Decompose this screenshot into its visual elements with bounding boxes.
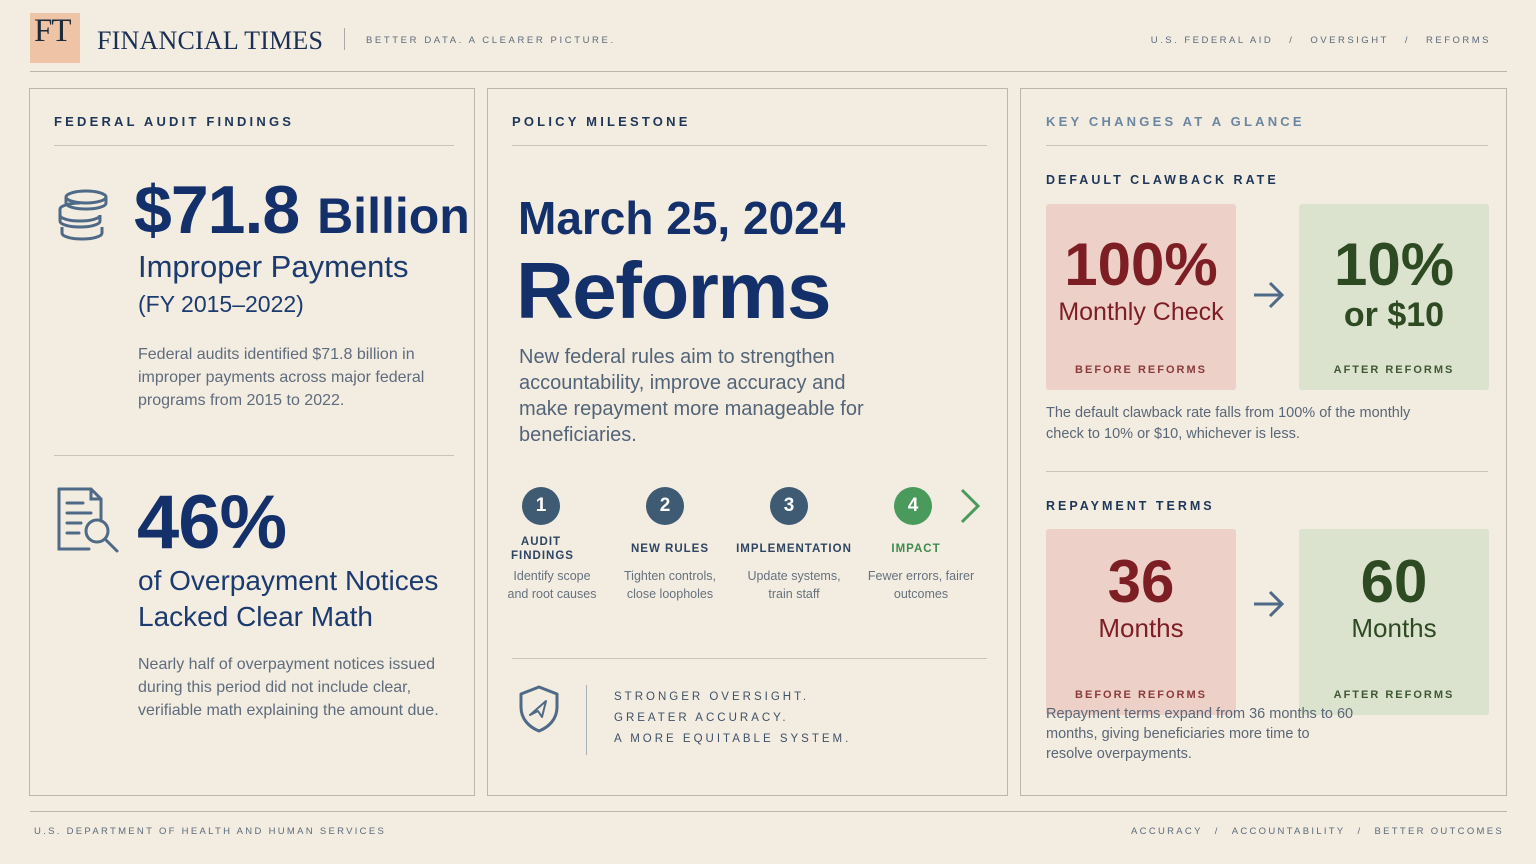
clawback-after-value: 10%	[1333, 231, 1455, 298]
clawback-before-caption: BEFORE REFORMS	[1075, 364, 1207, 376]
step-label: NEW RULES	[631, 543, 709, 555]
page-header	[30, 12, 1507, 72]
clawback-before-sub: Monthly Check	[1058, 298, 1224, 326]
coins-icon	[54, 187, 112, 243]
divider	[54, 455, 454, 456]
brand-name: FINANCIAL TIMES	[97, 26, 324, 55]
tagline: BETTER DATA. A CLEARER PICTURE.	[366, 35, 616, 46]
divider	[512, 658, 987, 659]
milestone-headline: Reforms	[516, 246, 831, 335]
breadcrumb: U.S. FEDERAL AID / OVERSIGHT / REFORMS	[1150, 35, 1491, 46]
step-description: Tighten controls, close loopholes	[624, 569, 716, 601]
footer-divider	[30, 811, 1507, 812]
policy-milestone-panel	[487, 88, 1008, 796]
step-number: 1	[535, 495, 547, 516]
motto-line: A MORE EQUITABLE SYSTEM.	[614, 733, 852, 745]
footer-value: BETTER OUTCOMES	[1374, 826, 1504, 837]
breadcrumb-item[interactable]: REFORMS	[1426, 35, 1491, 46]
breadcrumb-item[interactable]: U.S. FEDERAL AID	[1150, 35, 1274, 46]
panel-title: KEY CHANGES AT A GLANCE	[1046, 114, 1305, 129]
milestone-date: March 25, 2024	[518, 192, 846, 244]
repayment-after-value: 60	[1360, 548, 1428, 615]
step-label: IMPACT	[891, 543, 941, 555]
clawback-before-value: 100%	[1064, 231, 1218, 298]
step-description: Update systems, train staff	[747, 569, 841, 601]
audit-findings-panel	[29, 88, 475, 796]
reform-timeline	[488, 479, 1007, 609]
improper-payments-label: Improper Payments	[138, 249, 409, 284]
overpayment-notices-label: of Overpayment Notices Lacked Clear Math	[138, 565, 439, 632]
divider	[512, 145, 987, 146]
panel-title: FEDERAL AUDIT FINDINGS	[54, 114, 295, 129]
footer-agency: U.S. DEPARTMENT OF HEALTH AND HUMAN SERVICES	[34, 826, 387, 837]
arrow-right-icon	[1252, 280, 1286, 310]
key-changes-panel	[1020, 88, 1507, 796]
repayment-before-card	[1046, 529, 1236, 715]
clawback-after-sub: or $10	[1343, 296, 1445, 334]
step-number: 4	[907, 495, 919, 516]
motto	[614, 687, 851, 750]
improper-payments-description: Federal audits identified $71.8 billion in improper payments across major federal programs from 2015 to 2022.	[138, 346, 425, 409]
repayment-after-card	[1299, 529, 1489, 715]
step-description: Identify scope and root causes	[507, 569, 597, 601]
repayment-before-sub: Months	[1098, 613, 1184, 643]
step-number: 2	[659, 495, 671, 516]
clawback-before-card	[1046, 204, 1236, 390]
divider	[1046, 471, 1488, 472]
repayment-after-caption: AFTER REFORMS	[1333, 689, 1455, 701]
footer-value: ACCURACY	[1131, 826, 1203, 837]
improper-payments-value: $71.8 Billion	[134, 172, 470, 248]
footer-value: ACCOUNTABILITY	[1231, 826, 1346, 837]
clawback-after-card	[1299, 204, 1489, 390]
brand-divider	[344, 28, 345, 50]
footer-values: ACCURACY / ACCOUNTABILITY / BETTER OUTCOMES	[1131, 826, 1504, 837]
repayment-before-caption: BEFORE REFORMS	[1075, 689, 1207, 701]
breadcrumb-item[interactable]: OVERSIGHT	[1310, 35, 1389, 46]
document-search-icon	[57, 487, 121, 553]
section-title-repayment: REPAYMENT TERMS	[1046, 499, 1215, 513]
repayment-after-sub: Months	[1351, 613, 1437, 643]
clawback-after-caption: AFTER REFORMS	[1333, 364, 1455, 376]
step-label: IMPLEMENTATION	[736, 543, 852, 555]
divider	[54, 145, 454, 146]
overpayment-notices-description: Nearly half of overpayment notices issued during this period did not include clear, verifiable math explaining the amount due.	[138, 656, 439, 719]
repayment-before-value: 36	[1107, 548, 1175, 615]
shield-icon	[518, 685, 560, 733]
motto-line: GREATER ACCURACY.	[614, 712, 789, 724]
motto-line: STRONGER OVERSIGHT.	[614, 691, 810, 703]
arrow-right-icon	[1252, 589, 1286, 619]
divider	[1046, 145, 1488, 146]
section-title-clawback: DEFAULT CLAWBACK RATE	[1046, 173, 1279, 187]
improper-payments-period: (FY 2015–2022)	[138, 291, 304, 317]
milestone-lead: New federal rules aim to strengthen accountability, improve accuracy and make repayment more manageable for beneficiaries.	[519, 346, 864, 446]
repayment-note: Repayment terms expand from 36 months to 60 months, giving beneficiaries more time to resolve overpayments.	[1046, 706, 1354, 762]
clawback-note: The default clawback rate falls from 100% of the monthly check to 10% or $10, whichever is less.	[1046, 405, 1411, 442]
step-number: 3	[783, 495, 795, 516]
ft-logo: FT	[30, 13, 80, 63]
step-description: Fewer errors, fairer outcomes	[867, 569, 975, 601]
overpayment-notices-value: 46%	[137, 480, 287, 565]
motto-divider	[586, 685, 587, 755]
step-label: AUDIT FINDINGS	[511, 536, 574, 562]
panel-title: POLICY MILESTONE	[512, 114, 691, 129]
